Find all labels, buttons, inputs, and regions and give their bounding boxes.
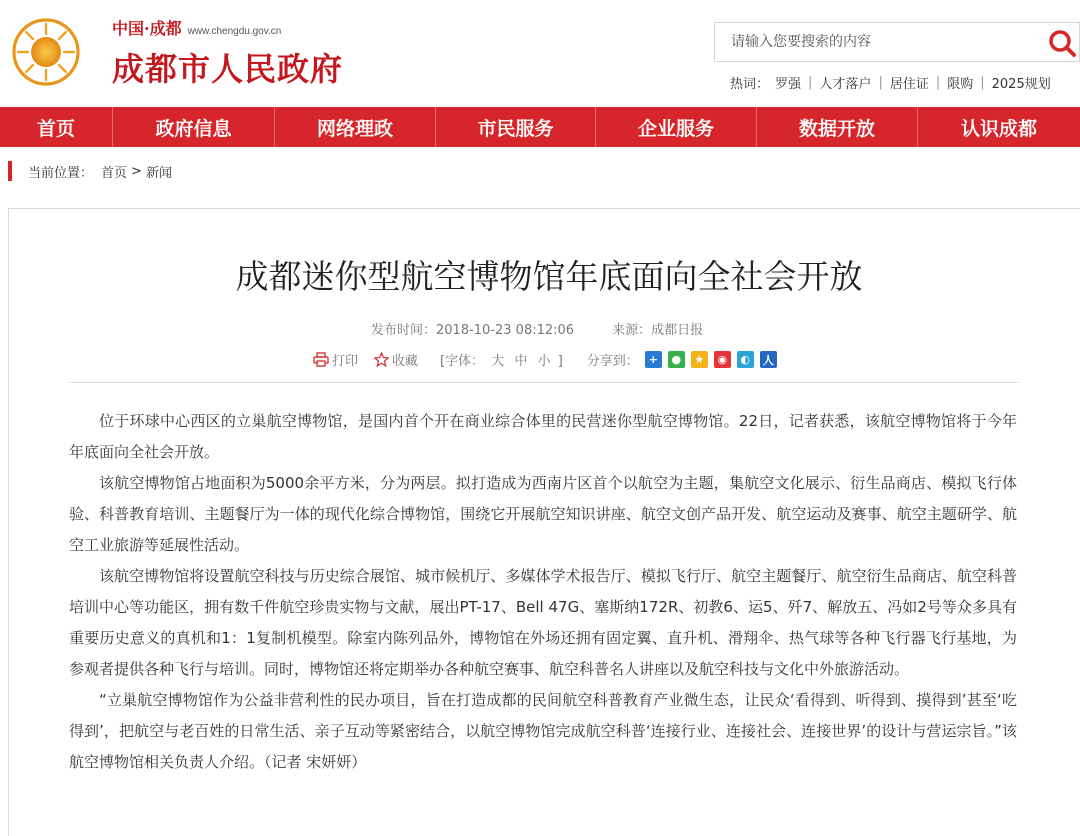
- site-url: www.chengdu.gov.cn: [187, 26, 282, 37]
- qzone-icon[interactable]: ★: [691, 351, 708, 368]
- font-size-small[interactable]: 小: [537, 354, 551, 369]
- divider: |: [808, 75, 813, 90]
- site-header: [0, 0, 1080, 107]
- publish-time: 发布时间：2018-10-23 08:12:06: [371, 323, 575, 338]
- wechat-icon[interactable]: ●: [668, 351, 685, 368]
- article-paragraph: 位于环球中心西区的立巢航空博物馆，是国内首个开在商业综合体里的民营迷你型航空博物馆。22日，记者获悉，该航空博物馆将于今年年底面向全社会开放。: [69, 412, 1017, 461]
- search-box: [714, 22, 1080, 62]
- article-panel: [8, 208, 1080, 836]
- article-body: [69, 406, 1017, 778]
- nav-item-home[interactable]: 首页: [0, 107, 113, 147]
- breadcrumb-separator: >: [131, 163, 142, 179]
- weibo-icon[interactable]: ◉: [714, 351, 731, 368]
- favorite-button[interactable]: [374, 350, 418, 369]
- nav-item-citizen-service[interactable]: 市民服务: [436, 107, 596, 147]
- divider: |: [980, 75, 985, 90]
- search-input[interactable]: [715, 23, 1045, 61]
- breadcrumb-label: 当前位置：: [28, 165, 94, 181]
- qq-weibo-icon[interactable]: ◐: [737, 351, 754, 368]
- article-paragraph: 该航空博物馆占地面积为5000余平方米，分为两层。拟打造成为西南片区首个以航空为主题，集航空文化展示、衍生品商店、模拟飞行体验、科普教育培训、主题餐厅为一体的现代化综合博物馆，围绕它开展航空知识讲座、航空文创产品开发、航空运动及赛事、航空主题研学、航空工业旅游等延展性活动。: [69, 474, 1017, 554]
- star-icon: [374, 352, 389, 367]
- print-icon: [313, 352, 329, 367]
- share-more-icon[interactable]: +: [645, 351, 662, 368]
- main-nav: [0, 107, 1080, 147]
- font-size-medium[interactable]: 中: [514, 354, 528, 369]
- search-icon[interactable]: [1045, 27, 1079, 59]
- print-button[interactable]: [313, 350, 358, 369]
- site-tagline: [112, 16, 281, 39]
- breadcrumb-marker: [8, 161, 12, 181]
- article-title: 成都迷你型航空博物馆年底面向全社会开放: [235, 257, 863, 296]
- hotword-link[interactable]: 2025规划: [991, 77, 1051, 92]
- hotwords-bar: [730, 73, 1051, 92]
- share-label: 分享到：: [586, 354, 639, 369]
- divider: |: [878, 75, 883, 90]
- favorite-label: 收藏: [392, 354, 419, 369]
- hotword-link[interactable]: 罗强: [775, 77, 802, 92]
- font-size-large[interactable]: 大: [491, 354, 505, 369]
- nav-item-business-service[interactable]: 企业服务: [596, 107, 757, 147]
- site-name-cn: 中国·成都: [112, 19, 182, 38]
- breadcrumb-news-link[interactable]: 新闻: [145, 165, 172, 181]
- breadcrumb: [8, 160, 172, 182]
- divider: |: [935, 75, 941, 90]
- article-paragraph: 该航空博物馆将设置航空科技与历史综合展馆、城市候机厅、多媒体学术报告厅、模拟飞行厅、航空主题餐厅、航空衍生品商店、航空科普培训中心等功能区，拥有数千件航空珍贵实物与文献，展出PT-17、Bell 47G、塞斯纳172R、初教6、运5、歼7、解放五、冯如2号等众多具有重要历史意义的真机和1：1复制机模型。除室内陈列品外，博物馆在外场还拥有固定翼、直升机、滑翔伞、热气球等各种飞行器飞行基地，为参观者提供各种飞行与培训。同时，博物馆还将定期举办各种航空赛事、航空科普名人讲座以及航空科技与文化中外旅游活动。: [69, 567, 1017, 678]
- share-bar: [587, 350, 777, 369]
- nav-item-gov-info[interactable]: 政府信息: [113, 107, 275, 147]
- article-tools: [313, 350, 777, 369]
- breadcrumb-home-link[interactable]: 首页: [101, 165, 128, 181]
- title-divider: [69, 382, 1019, 383]
- article-source: 来源：成都日报: [612, 323, 704, 338]
- hotword-link[interactable]: 居住证: [889, 77, 929, 92]
- article-paragraph: “立巢航空博物馆作为公益非营利性的民办项目，旨在打造成都的民间航空科普教育产业微生态，让民众‘看得到、听得到、摸得到’甚至‘吃得到’，把航空与老百姓的日常生活、亲子互动等紧密结合，以航空博物馆完成航空科普‘连接行业、连接社会、连接世界’的设计与营运宗旨。”该航空博物馆相关负责人介绍。（记者 宋妍妍）: [69, 691, 1017, 771]
- print-label: 打印: [332, 354, 359, 369]
- nav-item-open-data[interactable]: 数据开放: [757, 107, 918, 147]
- site-title[interactable]: 成都市人民政府: [112, 50, 344, 88]
- nav-item-about-chengdu[interactable]: 认识成都: [960, 117, 1037, 140]
- hotword-link[interactable]: 人才落户: [819, 77, 872, 92]
- chengdu-sun-logo-icon[interactable]: [6, 12, 86, 92]
- font-size-control: [字体： 大 中 小 ]: [440, 354, 563, 369]
- renren-icon[interactable]: 人: [760, 351, 777, 368]
- hotword-link[interactable]: 限购: [947, 77, 974, 92]
- nav-item-online-governance[interactable]: 网络理政: [275, 107, 436, 147]
- article-meta: [371, 319, 703, 338]
- hotwords-label: 热词：: [730, 77, 770, 92]
